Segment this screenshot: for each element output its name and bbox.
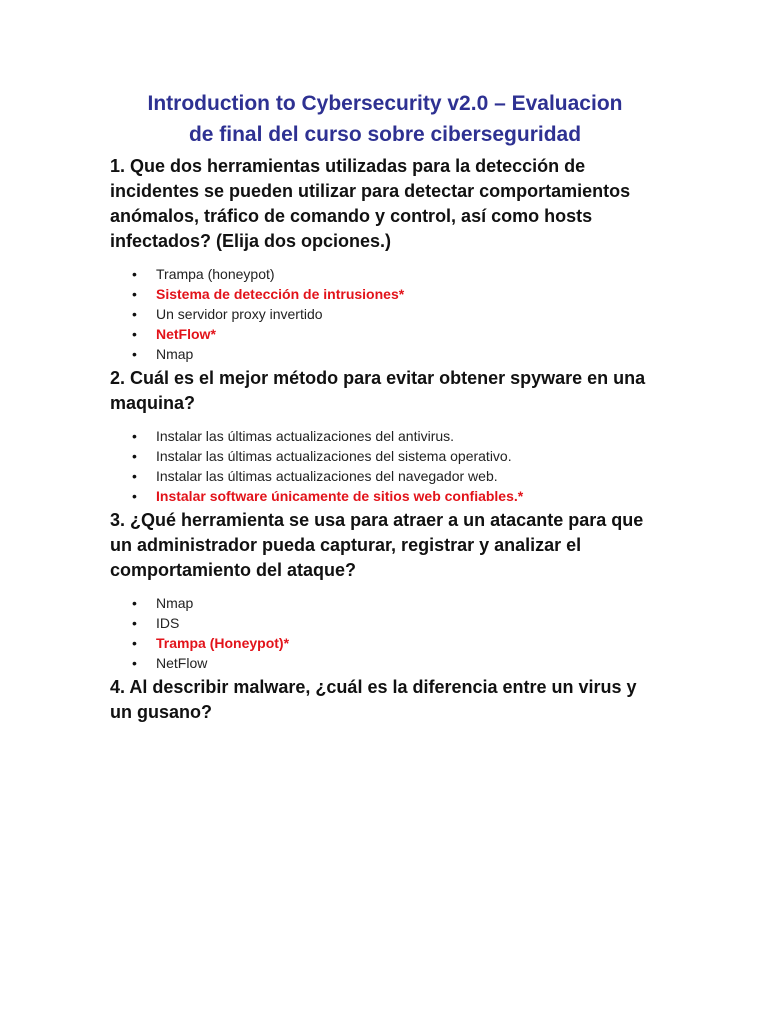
- option-item: [110, 426, 660, 446]
- bullet-icon: •: [132, 595, 137, 611]
- title-line-1: Introduction to Cybersecurity v2.0 – Evaluacion: [147, 92, 623, 115]
- option-text: IDS: [156, 615, 180, 631]
- option-item-correct: [110, 284, 660, 304]
- option-text: Un servidor proxy invertido: [156, 306, 323, 322]
- option-text: NetFlow: [156, 655, 208, 671]
- bullet-icon: •: [132, 488, 137, 504]
- question-3-text: 3. ¿Qué herramienta se usa para atraer a un atacante para que un administrador pueda capturar, registrar y analizar el comportamiento del ataque?: [110, 510, 644, 580]
- bullet-icon: •: [132, 655, 137, 671]
- option-item: [110, 264, 660, 284]
- bullet-icon: •: [132, 346, 137, 362]
- question-3-options: [110, 593, 660, 673]
- option-item-correct: [110, 324, 660, 344]
- option-text: Instalar las últimas actualizaciones del navegador web.: [156, 468, 498, 484]
- document-title: [110, 88, 660, 150]
- bullet-icon: •: [132, 266, 137, 282]
- option-item: [110, 466, 660, 486]
- question-3: [110, 508, 660, 673]
- question-2-text: 2. Cuál es el mejor método para evitar obtener spyware en una maquina?: [110, 368, 646, 413]
- bullet-icon: •: [132, 428, 137, 444]
- option-item-correct: [110, 633, 660, 653]
- option-text: Nmap: [156, 595, 194, 611]
- option-item: [110, 344, 660, 364]
- bullet-icon: •: [132, 635, 137, 651]
- question-4-text: 4. Al describir malware, ¿cuál es la diferencia entre un virus y un gusano?: [110, 677, 637, 722]
- option-text: Sistema de detección de intrusiones*: [156, 286, 405, 302]
- question-4: [110, 675, 660, 725]
- option-text: Instalar las últimas actualizaciones del sistema operativo.: [156, 448, 512, 464]
- option-item: [110, 593, 660, 613]
- bullet-icon: •: [132, 306, 137, 322]
- bullet-icon: •: [132, 326, 137, 342]
- option-text: Trampa (honeypot): [156, 266, 275, 282]
- question-1-options: [110, 264, 660, 364]
- option-text: Nmap: [156, 346, 194, 362]
- option-text: Instalar software únicamente de sitios web confiables.*: [156, 488, 524, 504]
- option-text: Trampa (Honeypot)*: [156, 635, 290, 651]
- bullet-icon: •: [132, 448, 137, 464]
- option-item: [110, 613, 660, 633]
- option-text: NetFlow*: [156, 326, 216, 342]
- option-text: Instalar las últimas actualizaciones del antivirus.: [156, 428, 455, 444]
- question-1-text: 1. Que dos herramientas utilizadas para la detección de incidentes se pueden utilizar para detectar comportamientos anómalos, tráfico de comando y control, así como hosts infectados? (Elija dos opciones.): [110, 156, 631, 251]
- question-2-options: [110, 426, 660, 506]
- option-item-correct: [110, 486, 660, 506]
- option-item: [110, 446, 660, 466]
- option-item: [110, 653, 660, 673]
- bullet-icon: •: [132, 468, 137, 484]
- title-line-2: de final del curso sobre ciberseguridad: [188, 123, 582, 146]
- option-item: [110, 304, 660, 324]
- bullet-icon: •: [132, 286, 137, 302]
- question-1: [110, 154, 660, 364]
- question-2: [110, 366, 660, 506]
- bullet-icon: •: [132, 615, 137, 631]
